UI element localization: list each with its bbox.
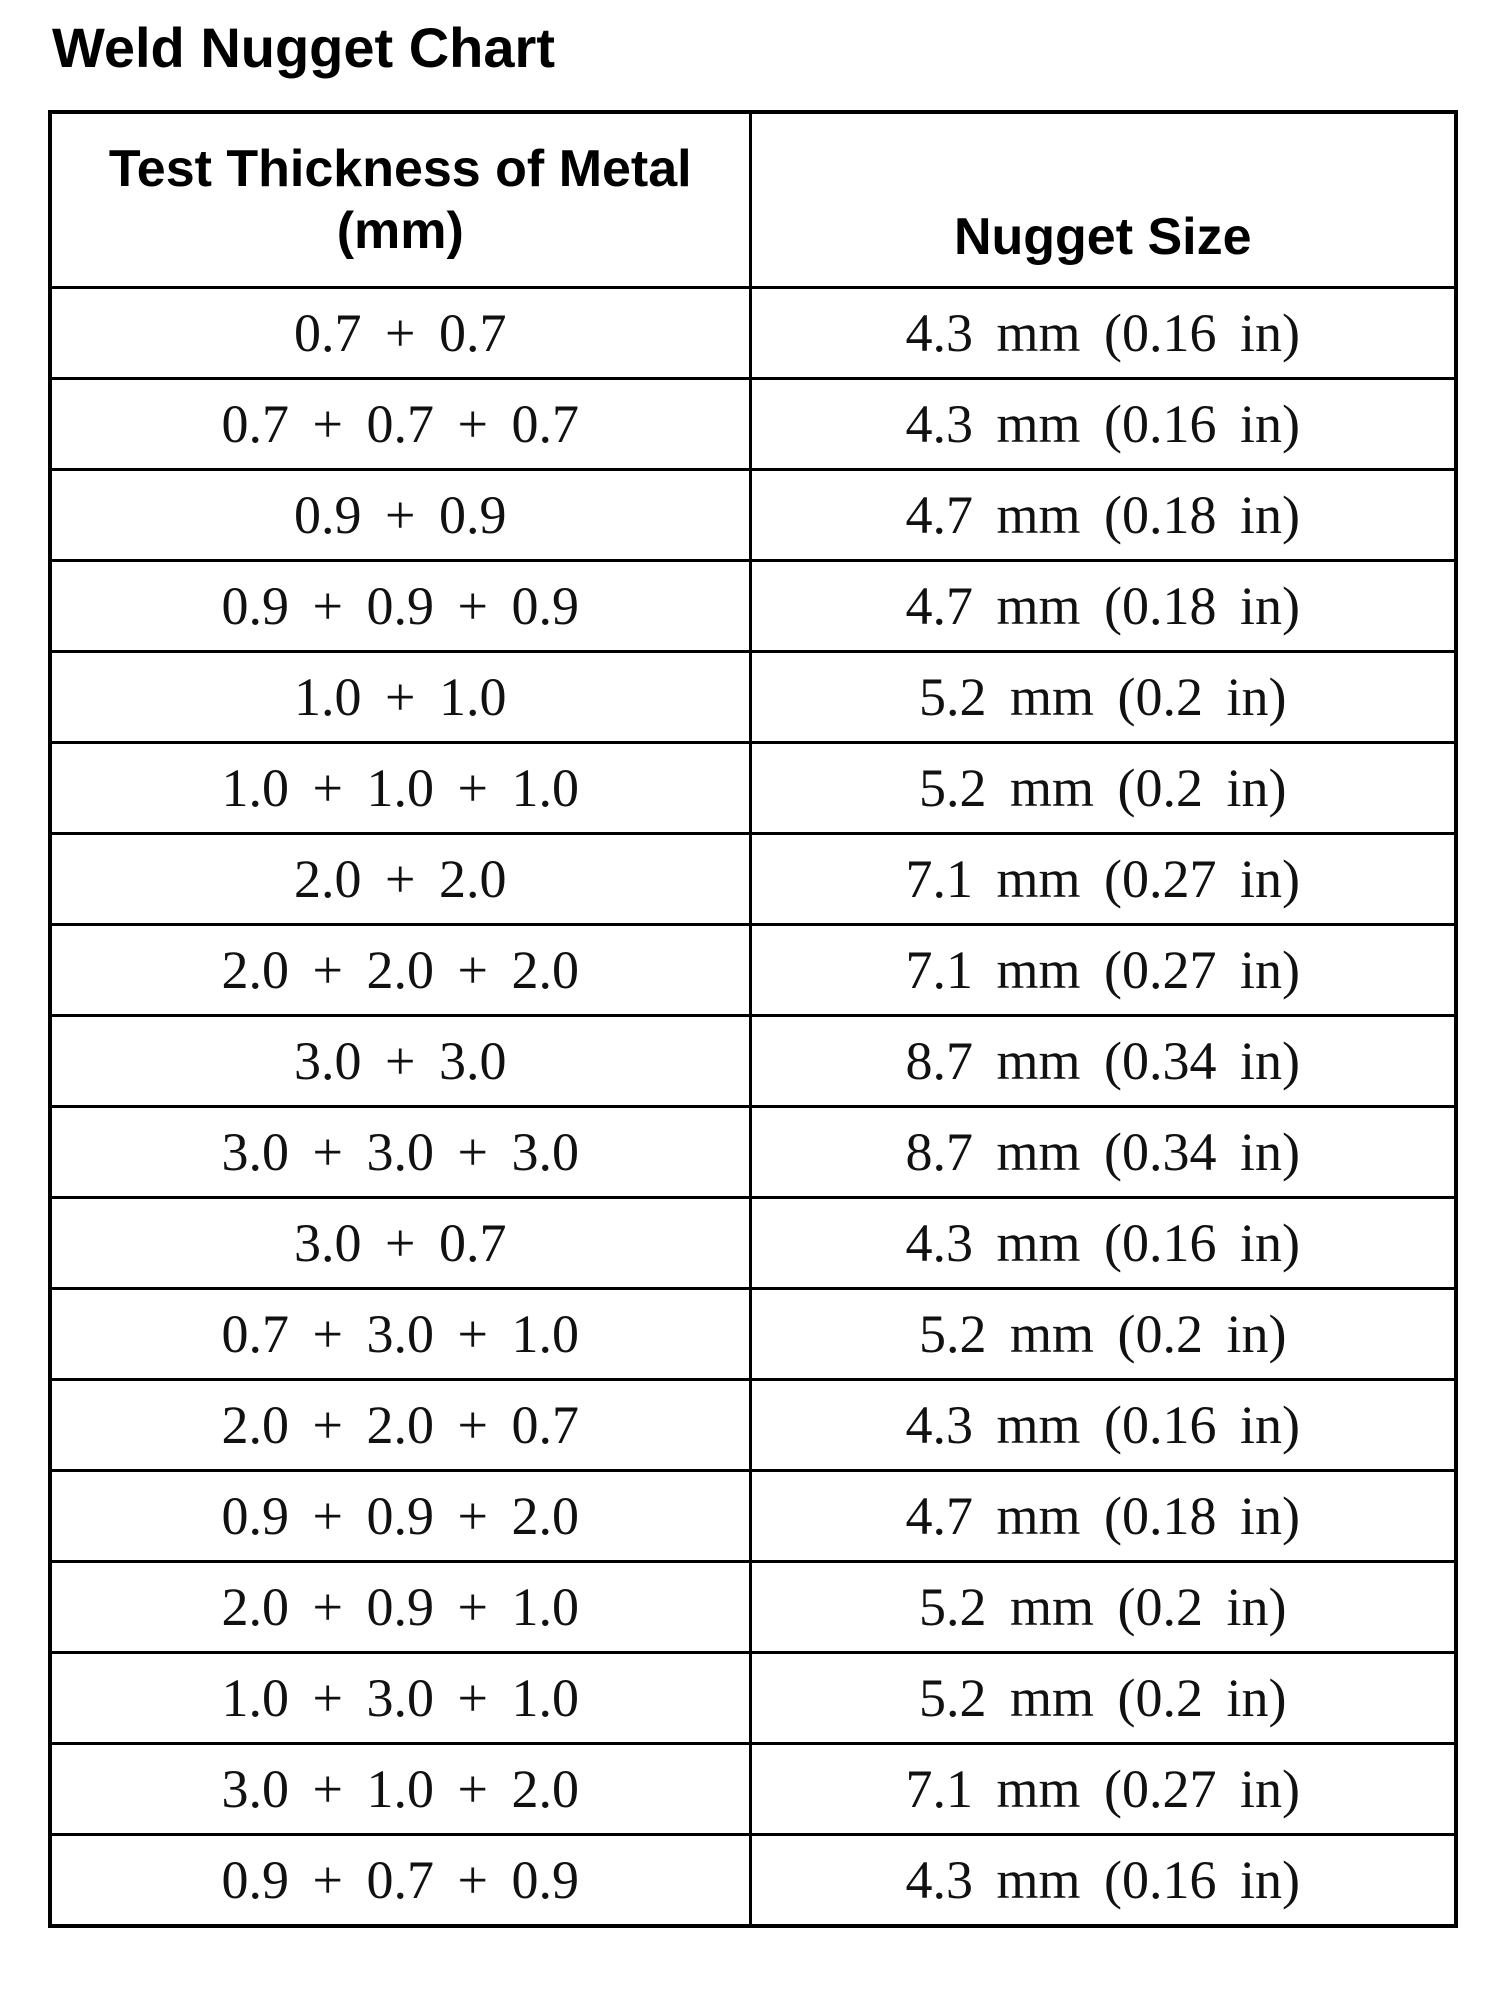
nugget-size-cell: 5.2 mm (0.2 in) bbox=[750, 652, 1456, 743]
table-row bbox=[50, 561, 1456, 652]
header-test-thickness: Test Thickness of Metal (mm) bbox=[50, 112, 750, 288]
page-title: Weld Nugget Chart bbox=[52, 16, 555, 79]
nugget-size-cell: 8.7 mm (0.34 in) bbox=[750, 1016, 1456, 1107]
table-row bbox=[50, 1289, 1456, 1380]
table-row bbox=[50, 1198, 1456, 1289]
nugget-size-cell: 4.3 mm (0.16 in) bbox=[750, 1380, 1456, 1471]
nugget-size-cell: 4.7 mm (0.18 in) bbox=[750, 561, 1456, 652]
table-row bbox=[50, 379, 1456, 470]
nugget-size-cell: 5.2 mm (0.2 in) bbox=[750, 743, 1456, 834]
thickness-cell: 1.0 + 1.0 + 1.0 bbox=[50, 743, 750, 834]
nugget-size-cell: 4.3 mm (0.16 in) bbox=[750, 1198, 1456, 1289]
table-row bbox=[50, 1380, 1456, 1471]
thickness-cell: 0.9 + 0.9 + 0.9 bbox=[50, 561, 750, 652]
nugget-size-cell: 7.1 mm (0.27 in) bbox=[750, 925, 1456, 1016]
thickness-cell: 2.0 + 2.0 + 2.0 bbox=[50, 925, 750, 1016]
thickness-cell: 3.0 + 3.0 + 3.0 bbox=[50, 1107, 750, 1198]
table-row bbox=[50, 652, 1456, 743]
table-row bbox=[50, 1744, 1456, 1835]
thickness-cell: 0.7 + 0.7 bbox=[50, 288, 750, 379]
table-row bbox=[50, 1016, 1456, 1107]
thickness-cell: 2.0 + 2.0 bbox=[50, 834, 750, 925]
nugget-size-cell: 7.1 mm (0.27 in) bbox=[750, 834, 1456, 925]
thickness-cell: 2.0 + 2.0 + 0.7 bbox=[50, 1380, 750, 1471]
nugget-size-cell: 8.7 mm (0.34 in) bbox=[750, 1107, 1456, 1198]
thickness-cell: 0.9 + 0.7 + 0.9 bbox=[50, 1835, 750, 1927]
table-row bbox=[50, 743, 1456, 834]
thickness-cell: 0.7 + 0.7 + 0.7 bbox=[50, 379, 750, 470]
table-row bbox=[50, 470, 1456, 561]
table-row bbox=[50, 1835, 1456, 1927]
table-row bbox=[50, 834, 1456, 925]
table-row bbox=[50, 925, 1456, 1016]
thickness-cell: 1.0 + 1.0 bbox=[50, 652, 750, 743]
table-row bbox=[50, 1653, 1456, 1744]
table-row bbox=[50, 288, 1456, 379]
thickness-cell: 3.0 + 1.0 + 2.0 bbox=[50, 1744, 750, 1835]
nugget-size-cell: 4.3 mm (0.16 in) bbox=[750, 379, 1456, 470]
weld-nugget-table bbox=[48, 110, 1458, 1928]
nugget-size-cell: 5.2 mm (0.2 in) bbox=[750, 1562, 1456, 1653]
table-row bbox=[50, 1562, 1456, 1653]
nugget-size-cell: 5.2 mm (0.2 in) bbox=[750, 1289, 1456, 1380]
nugget-size-cell: 7.1 mm (0.27 in) bbox=[750, 1744, 1456, 1835]
nugget-size-cell: 4.7 mm (0.18 in) bbox=[750, 1471, 1456, 1562]
thickness-cell: 3.0 + 3.0 bbox=[50, 1016, 750, 1107]
nugget-size-cell: 5.2 mm (0.2 in) bbox=[750, 1653, 1456, 1744]
header-nugget-size: Nugget Size bbox=[750, 112, 1456, 288]
thickness-cell: 0.7 + 3.0 + 1.0 bbox=[50, 1289, 750, 1380]
thickness-cell: 3.0 + 0.7 bbox=[50, 1198, 750, 1289]
thickness-cell: 0.9 + 0.9 bbox=[50, 470, 750, 561]
table-header-row bbox=[50, 112, 1456, 288]
thickness-cell: 2.0 + 0.9 + 1.0 bbox=[50, 1562, 750, 1653]
nugget-size-cell: 4.3 mm (0.16 in) bbox=[750, 288, 1456, 379]
nugget-size-cell: 4.3 mm (0.16 in) bbox=[750, 1835, 1456, 1927]
thickness-cell: 0.9 + 0.9 + 2.0 bbox=[50, 1471, 750, 1562]
table-row bbox=[50, 1107, 1456, 1198]
thickness-cell: 1.0 + 3.0 + 1.0 bbox=[50, 1653, 750, 1744]
nugget-size-cell: 4.7 mm (0.18 in) bbox=[750, 470, 1456, 561]
table-row bbox=[50, 1471, 1456, 1562]
